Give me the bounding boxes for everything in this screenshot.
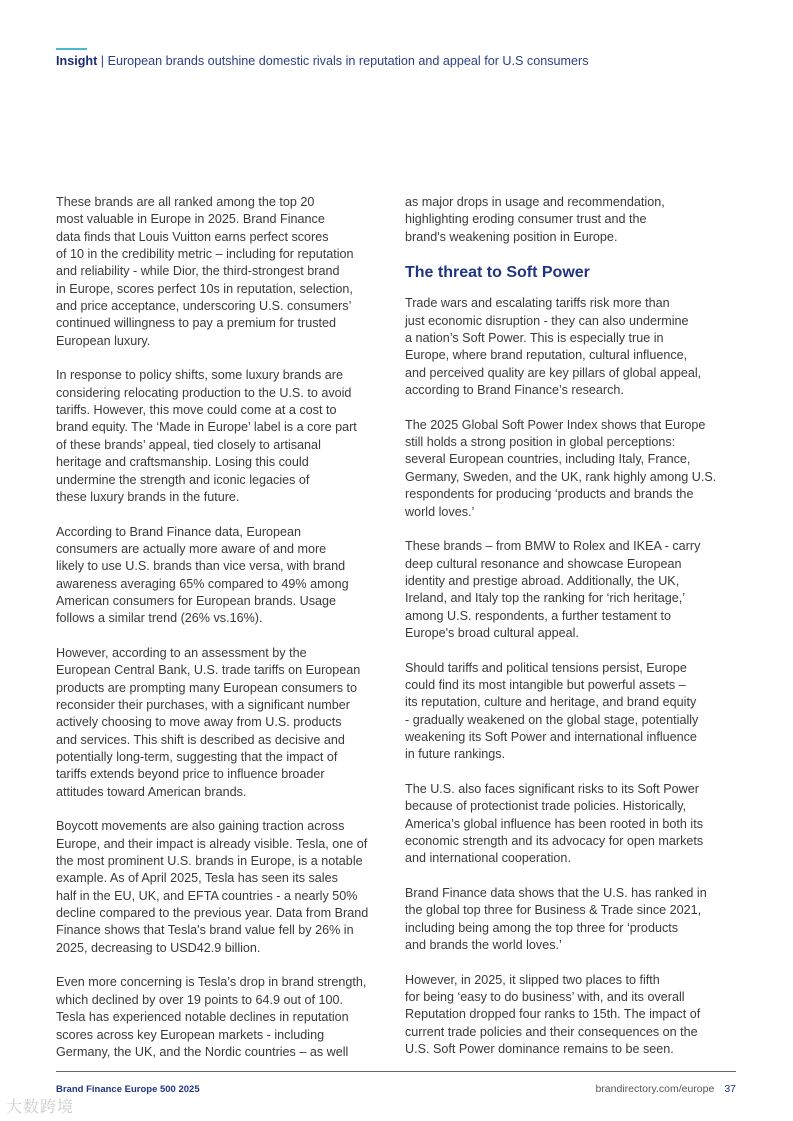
text-line: These brands are all ranked among the top 20: [56, 195, 315, 209]
left-column: [56, 194, 396, 1079]
text-line: its reputation, culture and heritage, and brand equity: [405, 695, 697, 710]
text-line: just economic disruption - they can also undermine: [405, 313, 689, 328]
paragraph: [56, 818, 396, 957]
text-line: among U.S. respondents, a further testament to: [405, 608, 672, 623]
paragraph: [56, 974, 396, 1061]
text-line: could find its most intangible but powerful assets –: [405, 677, 686, 692]
header-accent-line: [56, 48, 87, 50]
text-line: as major drops in usage and recommendation,: [405, 195, 665, 209]
paragraph: [405, 295, 745, 399]
text-line: in Europe, scores perfect 10s in reputation, selection,: [56, 281, 353, 296]
text-line: the global top three for Business & Trade since 2021,: [405, 903, 702, 918]
footer-divider: [56, 1071, 736, 1072]
text-line: Trade wars and escalating tariffs risk more than: [405, 296, 670, 311]
text-line: 2025, decreasing to USD42.9 billion.: [56, 940, 261, 955]
text-line: Boycott movements are also gaining traction across: [56, 819, 345, 834]
text-line: follows a similar trend (26% vs.16%).: [56, 611, 263, 626]
text-line: Germany, Sweden, and the UK, rank highly among U.S.: [405, 469, 717, 484]
text-line: these luxury brands in the future.: [56, 489, 240, 504]
text-line: several European countries, including Italy, France,: [405, 452, 691, 467]
paragraph: [405, 781, 745, 868]
footer-right: [595, 1083, 736, 1095]
text-line: according to Brand Finance’s research.: [405, 383, 624, 398]
text-line: deep cultural resonance and showcase European: [405, 556, 682, 571]
text-line: and services. This shift is described as decisive and: [56, 732, 345, 747]
text-line: which declined by over 19 points to 64.9 out of 100.: [56, 992, 344, 1007]
text-line: Ireland, and Italy top the ranking for ‘rich heritage,’: [405, 591, 686, 606]
text-line: reconsider their purchases, with a significant number: [56, 697, 350, 712]
text-line: Should tariffs and political tensions persist, Europe: [405, 660, 687, 675]
text-line: economic strength and its advocacy for open markets: [405, 834, 704, 849]
paragraph: [56, 194, 396, 350]
text-line: half in the EU, UK, and EFTA countries - a nearly 50%: [56, 888, 358, 903]
footer-publication: Brand Finance Europe 500 2025: [56, 1084, 200, 1095]
page-number: 37: [724, 1083, 736, 1095]
running-header: [56, 54, 589, 68]
text-line: continued willingness to pay a premium for trusted: [56, 316, 337, 331]
text-line: and reliability - while Dior, the third-strongest brand: [56, 264, 340, 279]
text-line: brand equity. The ‘Made in Europe’ label is a core part: [56, 420, 357, 435]
paragraph: [56, 645, 396, 801]
text-line: attitudes toward American brands.: [56, 784, 247, 799]
text-line: decline compared to the previous year. Data from Brand: [56, 906, 369, 921]
text-line: - gradually weakened on the global stage, potentially: [405, 712, 699, 727]
paragraph: [405, 972, 745, 1059]
text-line: products are prompting many European consumers to: [56, 680, 358, 695]
text-line: weakening its Soft Power and international influence: [405, 729, 697, 744]
text-line: In response to policy shifts, some luxury brands are: [56, 368, 343, 383]
text-line: Europe, and their impact is already visible. Tesla, one of: [56, 836, 368, 851]
text-line: world loves.’: [405, 504, 475, 519]
text-line: likely to use U.S. brands than vice versa, with brand: [56, 559, 346, 574]
watermark: 大数跨境: [6, 1099, 75, 1116]
text-line: Tesla has experienced notable declines in reputation: [56, 1010, 349, 1025]
text-line: including being among the top three for ‘products: [405, 920, 679, 935]
text-line: Even more concerning is Tesla’s drop in brand strength,: [56, 975, 367, 990]
text-line: highlighting eroding consumer trust and the: [405, 212, 647, 227]
text-line: Reputation dropped four ranks to 15th. The impact of: [405, 1007, 701, 1022]
paragraph: [405, 538, 745, 642]
text-line: American consumers for European brands. Usage: [56, 593, 337, 608]
text-line: because of protectionist trade policies. Historically,: [405, 799, 687, 814]
text-line: Germany, the UK, and the Nordic countries – as well: [56, 1044, 349, 1059]
text-line: European luxury.: [56, 333, 151, 348]
text-line: example. As of April 2025, Tesla has seen its sales: [56, 871, 338, 886]
text-line: undermine the strength and iconic legacies of: [56, 472, 310, 487]
paragraph: [56, 524, 396, 628]
text-line: tariffs extends beyond price to influence broader: [56, 767, 325, 782]
paragraph: [405, 660, 745, 764]
text-line: According to Brand Finance data, European: [56, 524, 302, 539]
text-line: awareness averaging 65% compared to 49% among: [56, 576, 349, 591]
text-line: U.S. Soft Power dominance remains to be seen.: [405, 1042, 674, 1057]
header-title: European brands outshine domestic rivals in reputation and appeal for U.S consumers: [107, 54, 589, 68]
text-line: consumers are actually more aware of and more: [56, 541, 327, 556]
text-line: However, according to an assessment by the: [56, 645, 307, 660]
paragraph: [405, 417, 745, 521]
text-line: and international cooperation.: [405, 851, 571, 866]
right-column: [405, 194, 745, 1076]
text-line: for being ‘easy to do business’ with, and its overall: [405, 990, 685, 1005]
text-line: These brands – from BMW to Rolex and IKEA - carry: [405, 539, 701, 554]
paragraph: [405, 885, 745, 954]
text-line: brand's weakening position in Europe.: [405, 229, 618, 244]
text-line: and brands the world loves.’: [405, 938, 562, 953]
text-line: of these brands’ appeal, tied closely to artisanal: [56, 437, 321, 452]
paragraph: [405, 194, 745, 246]
text-line: actively choosing to move away from U.S. products: [56, 715, 342, 730]
text-line: still holds a strong position in global perceptions:: [405, 435, 676, 450]
section-heading: The threat to Soft Power: [405, 264, 590, 282]
paragraph: [56, 367, 396, 506]
text-line: most valuable in Europe in 2025. Brand Finance: [56, 212, 325, 227]
text-line: European Central Bank, U.S. trade tariffs on European: [56, 663, 361, 678]
text-line: respondents for producing ‘products and brands the: [405, 487, 694, 502]
text-line: scores across key European markets - including: [56, 1027, 325, 1042]
text-line: considering relocating production to the U.S. to avoid: [56, 385, 352, 400]
header-separator: |: [97, 54, 108, 68]
text-line: data finds that Louis Vuitton earns perfect scores: [56, 229, 329, 244]
text-line: in future rankings.: [405, 747, 506, 762]
text-line: tariffs. However, this move could come at a cost to: [56, 403, 337, 418]
text-line: and price acceptance, underscoring U.S. consumers’: [56, 299, 352, 314]
text-line: and perceived quality are key pillars of global appeal,: [405, 365, 702, 380]
text-line: heritage and craftsmanship. Losing this could: [56, 455, 309, 470]
text-line: Finance shows that Tesla's brand value fell by 26% in: [56, 923, 354, 938]
text-line: a nation’s Soft Power. This is especially true in: [405, 331, 664, 346]
text-line: potentially long-term, suggesting that the impact of: [56, 750, 338, 764]
header-section: Insight: [56, 54, 98, 68]
text-line: The 2025 Global Soft Power Index shows that Europe: [405, 417, 706, 432]
footer-url[interactable]: brandirectory.com/europe: [595, 1083, 715, 1095]
text-line: Europe's broad cultural appeal.: [405, 625, 579, 640]
text-line: The U.S. also faces significant risks to its Soft Power: [405, 782, 699, 796]
text-line: America’s global influence has been rooted in both its: [405, 816, 704, 831]
text-line: the most prominent U.S. brands in Europe, is a notable: [56, 854, 363, 869]
text-line: Brand Finance data shows that the U.S. has ranked in: [405, 886, 707, 901]
text-line: Europe, where brand reputation, cultural influence,: [405, 348, 688, 363]
text-line: current trade policies and their consequences on the: [405, 1024, 698, 1039]
text-line: However, in 2025, it slipped two places to fifth: [405, 972, 660, 987]
text-line: of 10 in the credibility metric – including for reputation: [56, 247, 354, 262]
text-line: identity and prestige abroad. Additionally, the UK,: [405, 573, 680, 588]
